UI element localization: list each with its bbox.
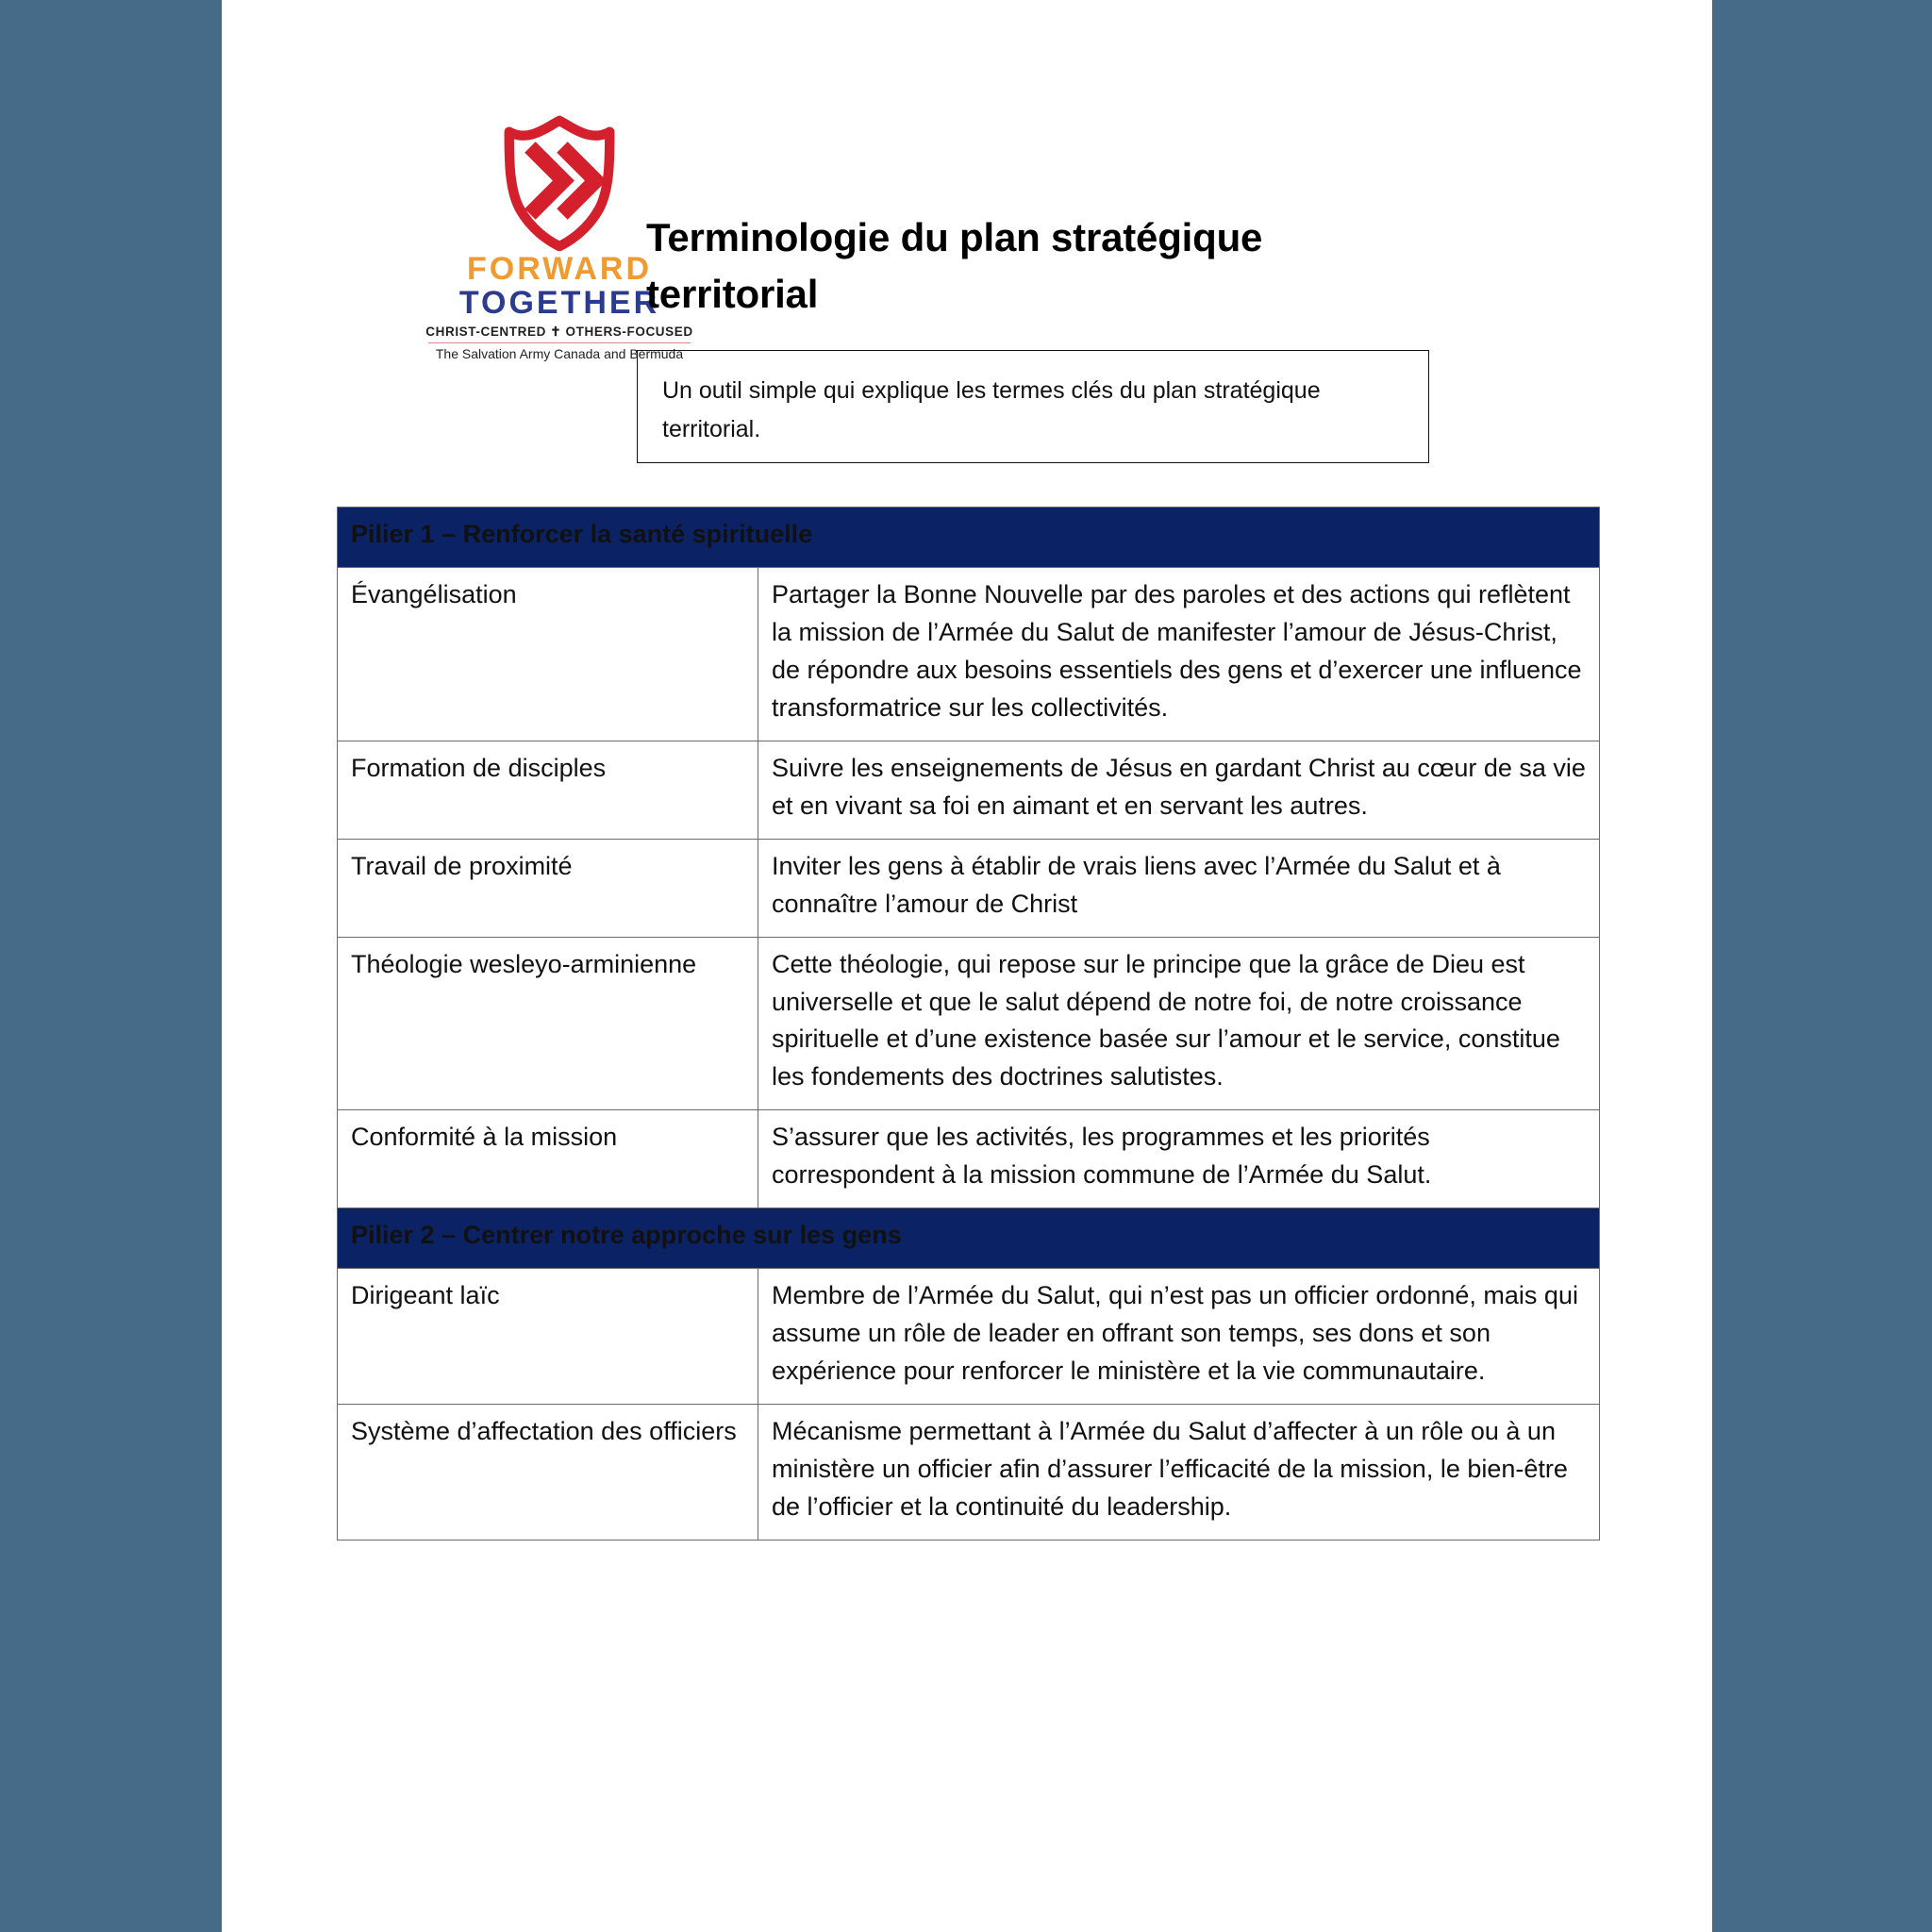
term-cell: Système d’affectation des officiers xyxy=(338,1405,758,1541)
pillar-header-row xyxy=(338,508,1600,568)
page-title-line-1: Terminologie du plan stratégique xyxy=(646,215,1263,259)
pillar-header-label: Pilier 2 – Centrer notre approche sur les gens xyxy=(338,1208,1600,1269)
table-row xyxy=(338,937,1600,1110)
table-row xyxy=(338,1269,1600,1405)
term-cell: Travail de proximité xyxy=(338,839,758,937)
pillar-header-label: Pilier 1 – Renforcer la santé spirituelle xyxy=(338,508,1600,568)
table-row xyxy=(338,1110,1600,1208)
definition-cell: Inviter les gens à établir de vrais liens avec l’Armée du Salut et à connaître l’amour de Christ xyxy=(758,839,1600,937)
logo-divider xyxy=(428,342,691,343)
definition-cell: Suivre les enseignements de Jésus en gardant Christ au cœur de sa vie et en vivant sa foi en aimant et en servant les autres. xyxy=(758,741,1600,839)
term-cell: Dirigeant laïc xyxy=(338,1269,758,1405)
definition-cell: Cette théologie, qui repose sur le principe que la grâce de Dieu est universelle et que le salut dépend de notre foi, de notre croissance spirituelle et d’une existence basée sur l’amour et le service, constitue les fondements des doctrines salutistes. xyxy=(758,937,1600,1110)
logo-word-forward: FORWARD xyxy=(466,251,653,287)
definition-cell: Mécanisme permettant à l’Armée du Salut d’affecter à un rôle ou à un ministère un officier afin d’assurer l’efficacité de la mission, le bien-être de l’officier et la continuité du leadership. xyxy=(758,1405,1600,1541)
definition-cell: Membre de l’Armée du Salut, qui n’est pas un officier ordonné, mais qui assume un rôle de leader en offrant son temps, ses dons et son expérience pour renforcer le ministère et la vie communautaire. xyxy=(758,1269,1600,1405)
pillar-header-row xyxy=(338,1208,1600,1269)
logo-organization-name: The Salvation Army Canada and Bermuda xyxy=(435,346,684,362)
table-row xyxy=(338,741,1600,839)
document-page xyxy=(222,0,1712,1932)
term-cell: Conformité à la mission xyxy=(338,1110,758,1208)
term-cell: Théologie wesleyo-arminienne xyxy=(338,937,758,1110)
page-title xyxy=(646,209,1401,322)
definition-cell: Partager la Bonne Nouvelle par des paroles et des actions qui reflètent la mission de l’Armée du Salut de manifester l’amour de Jésus-Christ, de répondre aux besoins essentiels des gens et d’exercer une influence transformatrice sur les collectivités. xyxy=(758,567,1600,741)
page-title-line-2: territorial xyxy=(646,271,819,316)
table-row xyxy=(338,567,1600,741)
table-row xyxy=(338,839,1600,937)
subtitle-text: Un outil simple qui explique les termes clés du plan stratégique territorial. xyxy=(662,377,1321,442)
table-row xyxy=(338,1405,1600,1541)
subtitle-callout-box xyxy=(637,350,1429,463)
term-cell: Évangélisation xyxy=(338,567,758,741)
term-cell: Formation de disciples xyxy=(338,741,758,839)
logo-tagline: CHRIST-CENTRED ✝ OTHERS-FOCUSED xyxy=(425,325,693,340)
logo-word-together: TOGETHER xyxy=(458,284,660,321)
document-header xyxy=(222,0,1712,442)
definition-cell: S’assurer que les activités, les programmes et les priorités correspondent à la mission commune de l’Armée du Salut. xyxy=(758,1110,1600,1208)
terminology-table xyxy=(337,507,1600,1541)
